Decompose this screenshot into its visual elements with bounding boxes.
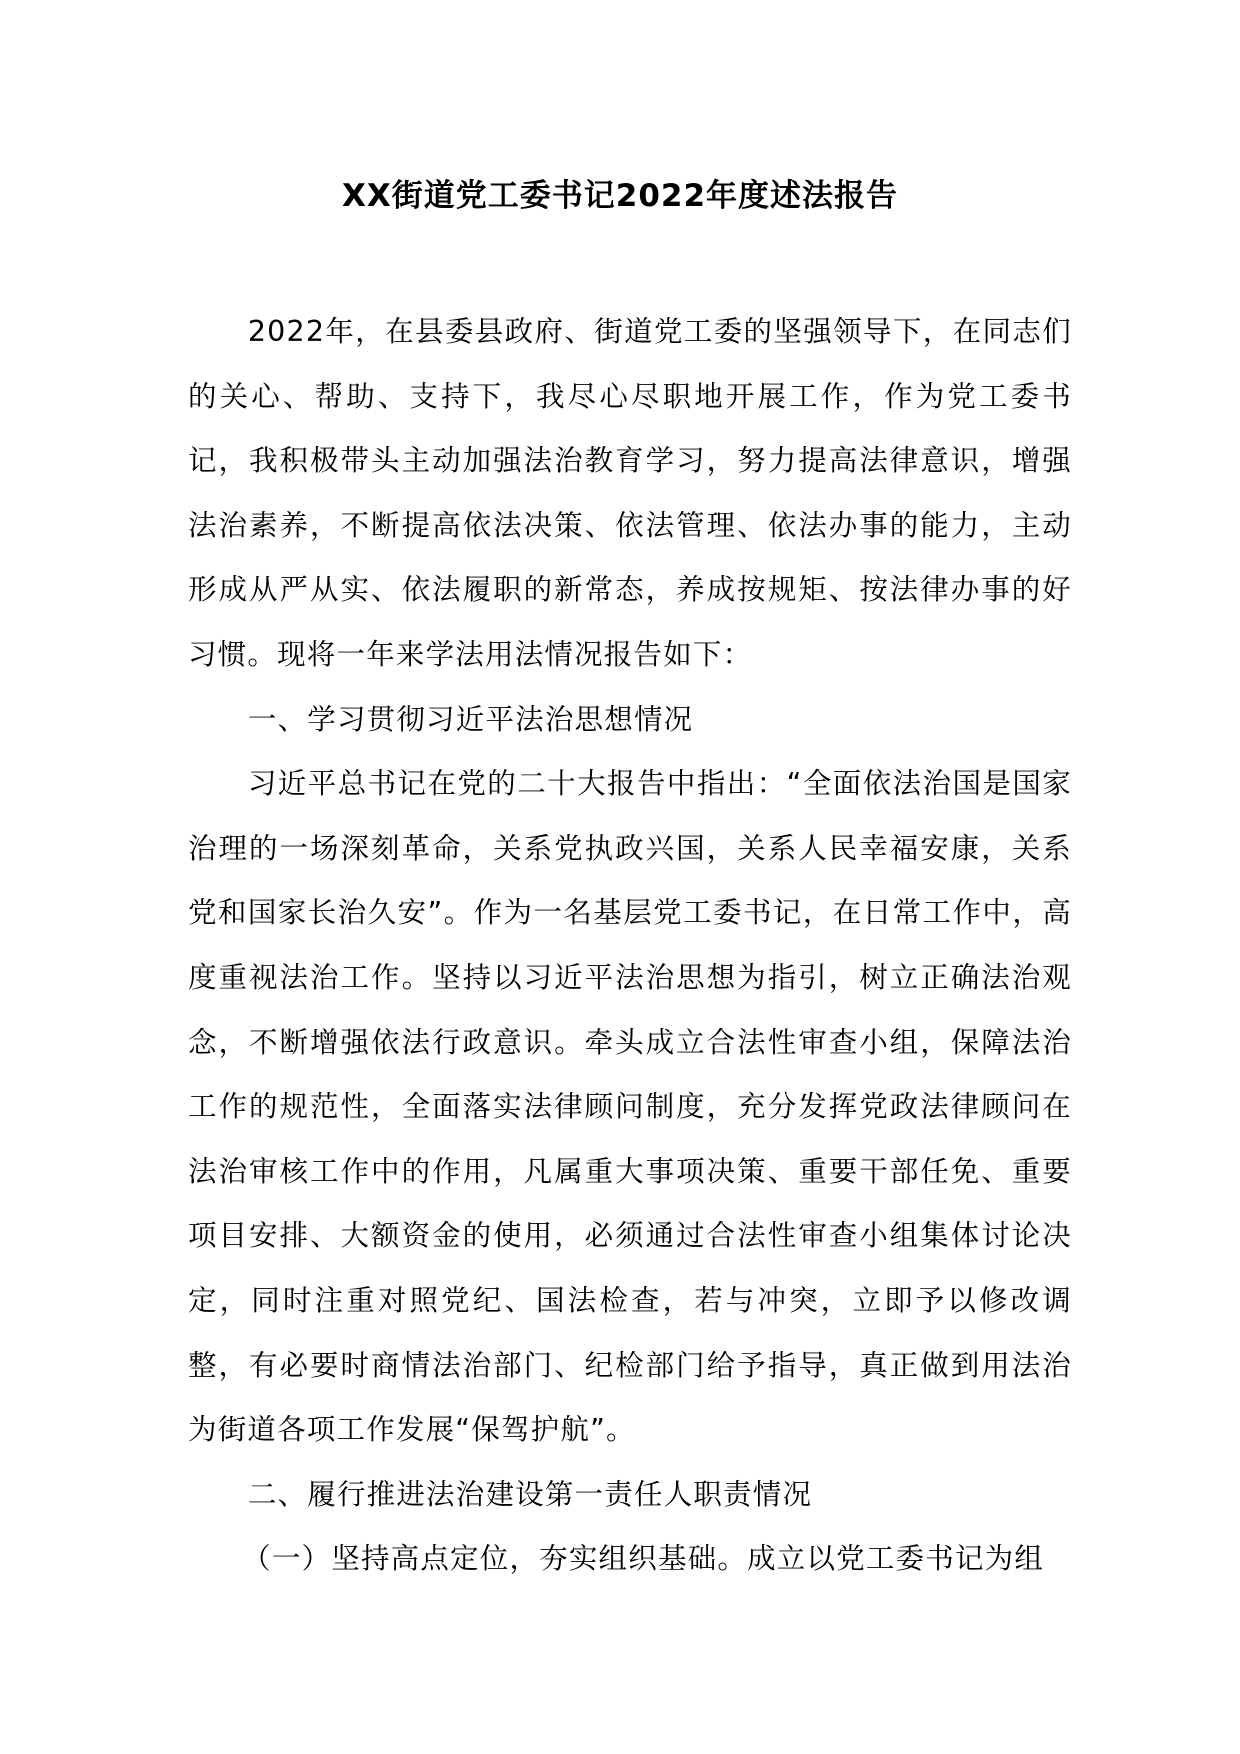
section-heading-2: 二、履行推进法治建设第一责任人职责情况 bbox=[247, 1477, 813, 1511]
section-heading-1: 一、学习贯彻习近平法治思想情况 bbox=[247, 702, 694, 736]
document-title: XX街道党工委书记2022年度述法报告 bbox=[341, 178, 899, 214]
paragraph-intro: 2022年，在县委县政府、街道党工委的坚强领导下，在同志们的关心、帮助、支持下，我尽心尽职地开展工作，作为党工委书记，我积极带头主动加强法治教育学习，努力提高法律意识，增强法治素养，不断提高依法决策、依法管理、依法办事的能力，主动形成从严从实、依法履职的新常态，养成按规矩、按法律办事的好习惯。现将一年来学法用法情况报告如下： bbox=[188, 315, 1072, 671]
document-body bbox=[188, 300, 1072, 1592]
subsection-paragraph-1: （一）坚持高点定位，夯实组织基础。成立以党工委书记为组 bbox=[242, 1542, 1045, 1576]
paragraph-section-1: 习近平总书记在党的二十大报告中指出：“全面依法治国是国家治理的一场深刻革命，关系党执政兴国，关系人民幸福安康，关系党和国家长治久安”。作为一名基层党工委书记，在日常工作中，高度重视法治工作。坚持以习近平法治思想为指引，树立正确法治观念，不断增强依法行政意识。牵头成立合法性审查小组，保障法治工作的规范性，全面落实法律顾问制度，充分发挥党政法律顾问在法治审核工作中的作用，凡属重大事项决策、重要干部任免、重要项目安排、大额资金的使用，必须通过合法性审查小组集体讨论决定，同时注重对照党纪、国法检查，若与冲突，立即予以修改调整，有必要时商情法治部门、纪检部门给予指导，真正做到用法治为街道各项工作发展“保驾护航”。 bbox=[188, 767, 1072, 1447]
